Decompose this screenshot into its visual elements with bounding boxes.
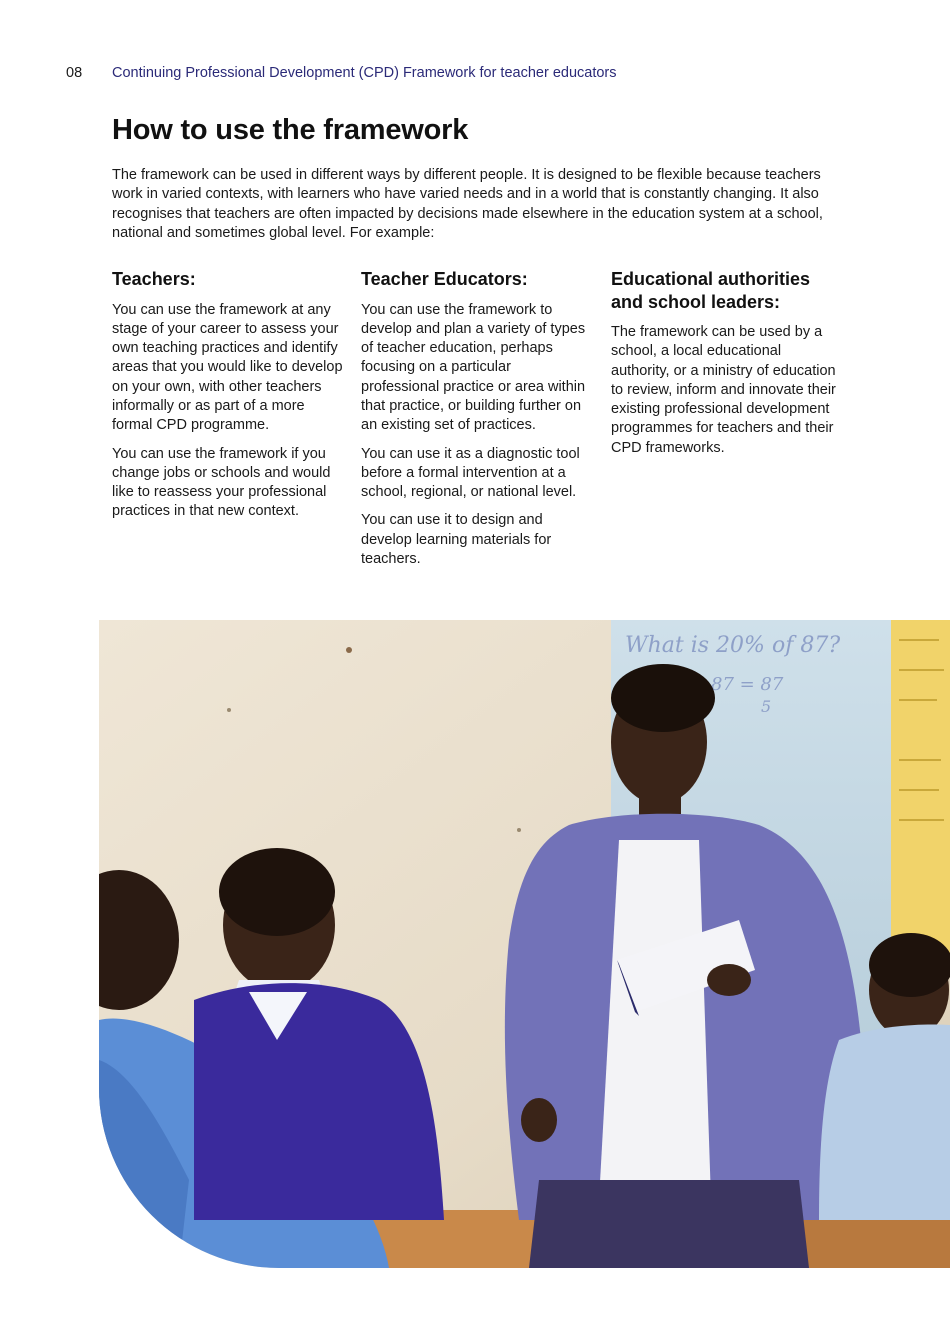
column-heading-teachers: Teachers: — [112, 269, 196, 289]
page-number: 08 — [66, 65, 83, 81]
classroom-photo — [99, 620, 950, 1268]
column-paragraph: You can use the framework at any stage of your career to assess your own teaching practices and identify areas that you would like to develop on your own, with other teachers informally or as part of a more formal CPD programme. — [112, 301, 343, 434]
running-title: Continuing Professional Development (CPD) Framework for teacher educators — [112, 65, 617, 81]
column-teacher-educators — [361, 268, 593, 578]
board-text: What is 20% of 87? — [625, 633, 841, 658]
intro-paragraph: The framework can be used in different ways by different people. It is designed to be flexible because teachers work in varied contexts, with learners who have varied needs and in a world that is constantly changing. It also recognises that teachers are often impacted by decisions made elsewhere in the education system at a school, national and sometimes global level. For example: — [112, 167, 823, 242]
column-paragraph: You can use the framework to develop and plan a variety of types of teacher education, perhaps focusing on a particular professional practice or area within that practice, or building further on an existing set of practices. — [361, 301, 586, 434]
board-text: 87 = 87 — [711, 674, 784, 695]
column-teachers — [112, 268, 344, 531]
column-authorities — [611, 268, 843, 467]
column-paragraph: The framework can be used by a school, a local educational authority, or a ministry of education to review, inform and innovate their existing professional development programmes for teachers and their CPD frameworks. — [611, 324, 836, 456]
page-header — [66, 64, 617, 82]
column-heading-authorities: Educational authorities and school leaders: — [611, 269, 811, 312]
board-text: 5 — [761, 697, 772, 716]
column-paragraph: You can use it to design and develop learning materials for teachers. — [361, 512, 552, 568]
page-title: How to use the framework — [112, 114, 469, 146]
column-paragraph: You can use it as a diagnostic tool before a formal intervention at a school, regional, or national level. — [361, 445, 580, 501]
column-paragraph: You can use the framework if you change jobs or schools and would like to reassess your professional practices in that new context. — [112, 445, 331, 520]
desk — [789, 1220, 950, 1268]
column-heading-teacher-educators: Teacher Educators: — [361, 269, 528, 289]
